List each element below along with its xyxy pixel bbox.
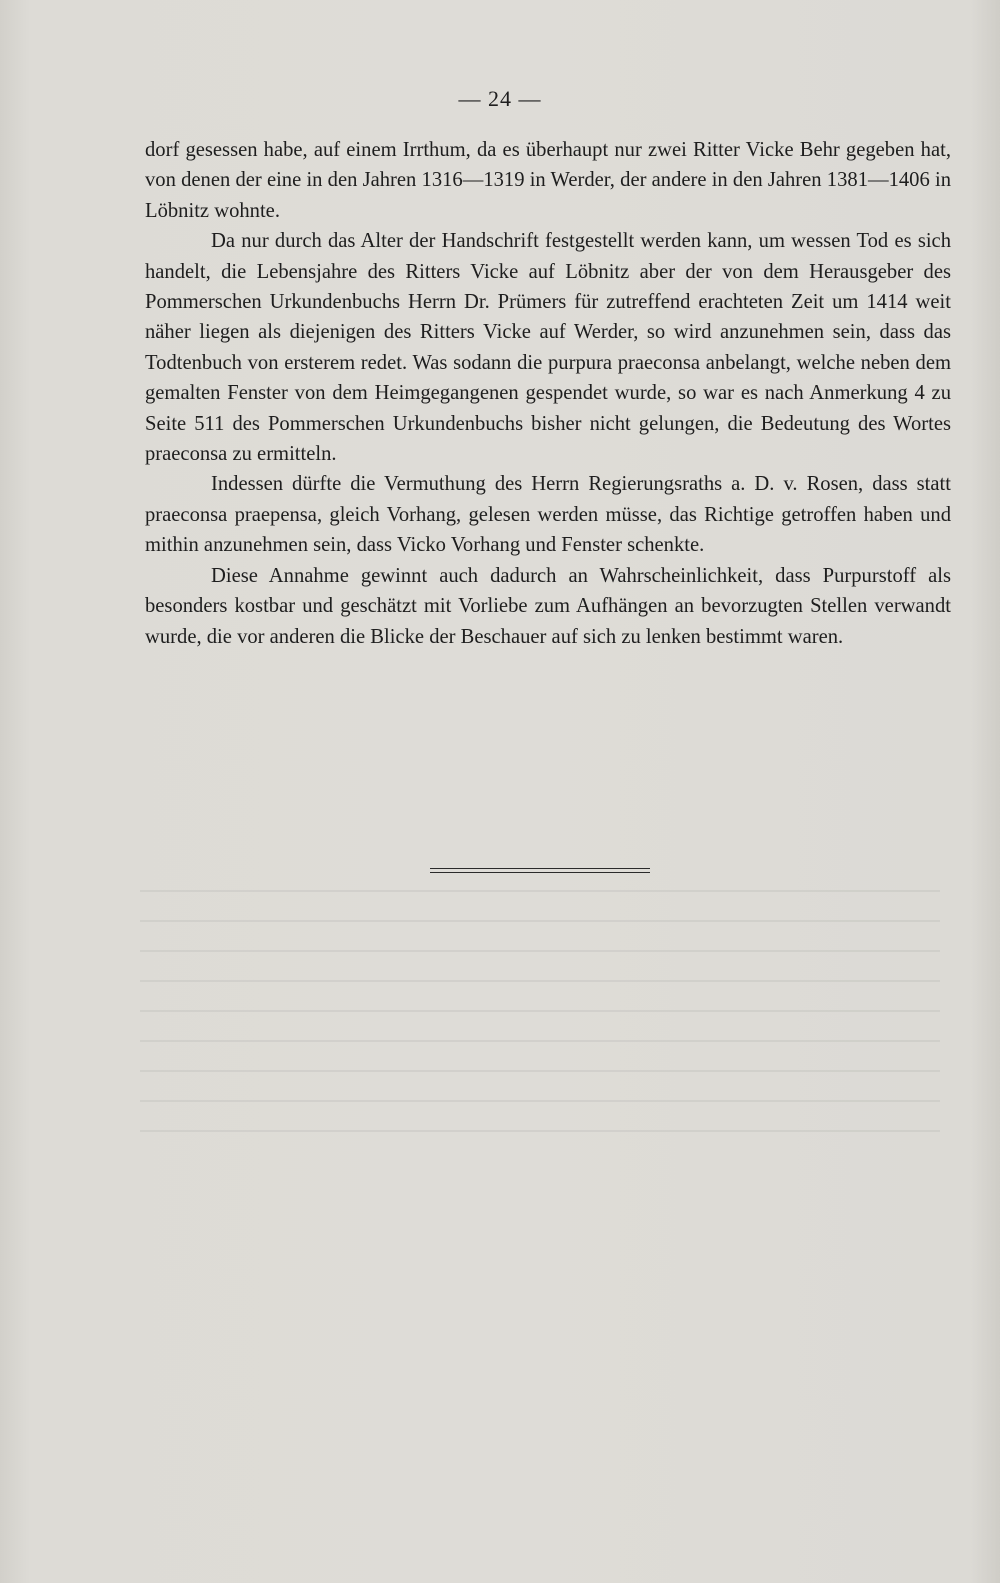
section-separator (430, 868, 650, 873)
paragraph-4: Diese Annahme gewinnt auch dadurch an Wahrscheinlichkeit, dass Purpurstoff als besonders kostbar und geschätzt mit Vorliebe zum Aufhängen an bevorzugten Stellen verwandt wurde, die vor anderen die Blicke der Beschauer auf sich zu lenken bestimmt waren. (145, 564, 951, 648)
paragraph-3: Indessen dürfte die Vermuthung des Herrn Regierungsraths a. D. v. Rosen, dass statt praeconsa praepensa, gleich Vorhang, gelesen werden müsse, das Richtige getroffen haben und mithin anzunehmen sein, dass Vicko Vorhang und Fenster schenkte. (145, 473, 951, 557)
paragraph-1: dorf gesessen habe, auf einem Irrthum, da es überhaupt nur zwei Ritter Vicke Behr gegeben hat, von denen der eine in den Jahren 1316—1319 in Werder, der andere in den Jahren 1381—1406 in Löbnitz wohnte. (145, 139, 951, 222)
paragraph-2: Da nur durch das Alter der Handschrift festgestellt werden kann, um wessen Tod es sich handelt, die Lebensjahre des Ritters Vicke auf Löbnitz aber der von dem Herausgeber des Pommerschen Urkundenbuchs Herrn Dr. Prümers für zutreffend erachteten Zeit um 1414 weit näher liegen als diejenigen des Ritters Vicke auf Werder, so wird anzunehmen sein, dass das Todtenbuch von ersterem redet. Was sodann die purpura praeconsa anbelangt, welche neben dem gemalten Fenster von dem Heimgegangenen gespendet wurde, so war es nach Anmerkung 4 zu Seite 511 des Pommerschen Urkundenbuchs bisher nicht gelungen, die Bedeutung des Wortes praeconsa zu ermitteln. (145, 230, 951, 466)
page-number: — 24 — (458, 86, 542, 111)
reverse-side-bleed-through (140, 890, 940, 1190)
body-text (145, 135, 951, 652)
